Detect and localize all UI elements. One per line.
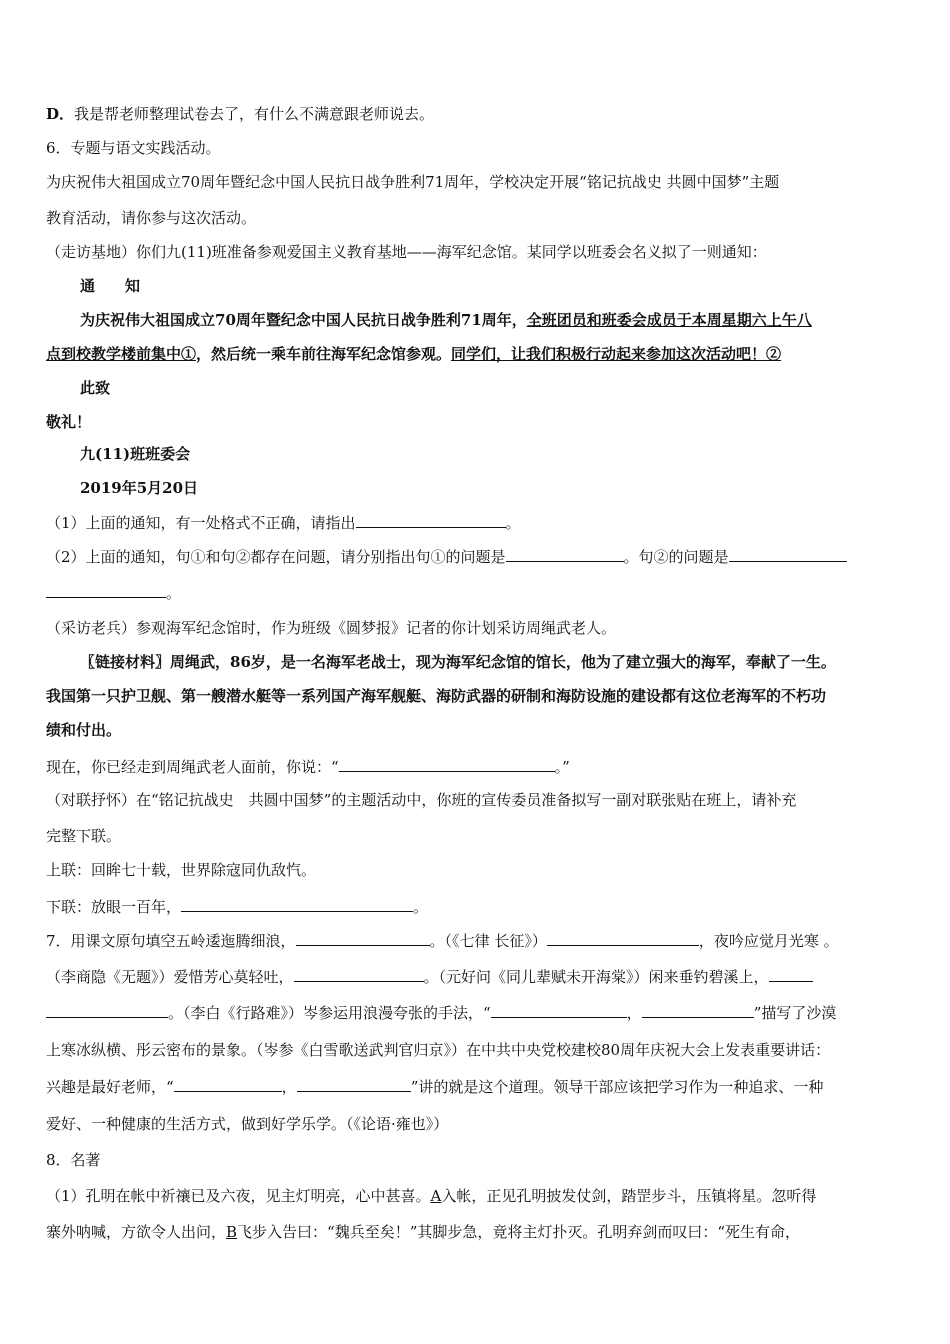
q7l5-text-b: ， bbox=[281, 1078, 297, 1096]
q7-text-c: ，夜吟应觉月光寒 。 bbox=[698, 932, 839, 950]
q7-text-b: 。（《七律 长征》） bbox=[429, 932, 547, 950]
q8-marker-a: A bbox=[430, 1187, 442, 1205]
answer-blank[interactable] bbox=[296, 930, 430, 946]
q7-text-a: 7．用课文原句填空五岭逶迤腾细浪， bbox=[46, 932, 296, 950]
notice-title-char-1: 通 bbox=[80, 277, 96, 295]
couplet-intro-1: （对联抒怀）在“铭记抗战史 共圆中国梦”的主题活动中，你班的宣传委员准备拟写一副对联张贴在班上，请补充 bbox=[46, 791, 797, 809]
linked-material-line-3: 绩和付出。 bbox=[46, 721, 122, 739]
question-8-title: 8．名著 bbox=[46, 1151, 101, 1169]
closing-ci-zhi: 此致 bbox=[80, 379, 111, 397]
now-say-line bbox=[46, 756, 570, 777]
linked-material-line-2: 我国第一只护卫舰、第一艘潜水艇等一系列国产海军舰艇、海防武器的研制和海防设施的建设都有这位老海军的不朽功 bbox=[46, 687, 827, 705]
sub-question-2-cont bbox=[46, 582, 181, 603]
notice-sentence-1-part-a: 全班团员和班委会成员于本周星期六上午八 bbox=[526, 311, 812, 329]
notice-signer: 九(11)班班委会 bbox=[80, 445, 191, 463]
notice-p2-text: ，然后统一乘车前往海军纪念馆参观。 bbox=[196, 345, 452, 363]
answer-blank[interactable] bbox=[356, 512, 506, 528]
option-d-label: D． bbox=[46, 105, 75, 123]
answer-blank[interactable] bbox=[46, 1002, 168, 1018]
answer-blank[interactable] bbox=[769, 966, 813, 982]
interview-intro: （采访老兵）参观海军纪念馆时，作为班级《圆梦报》记者的你计划采访周绳武老人。 bbox=[46, 619, 617, 637]
q7l5-text-a: 兴趣是最好老师，“ bbox=[46, 1078, 174, 1096]
sub-question-2-text: （2）上面的通知，句①和句②都存在问题，请分别指出句①的问题是 bbox=[46, 548, 506, 566]
q8l1-text-a: （1）孔明在帐中祈禳已及六夜，见主灯明亮，心中甚喜。 bbox=[46, 1187, 431, 1205]
q8-marker-b: B bbox=[226, 1223, 238, 1241]
lower-couplet bbox=[46, 896, 428, 917]
notice-sentence-2: 同学们，让我们积极行动起来参加这次活动吧！② bbox=[451, 345, 782, 363]
question-7-line-2 bbox=[46, 966, 813, 987]
question-8-line-1 bbox=[46, 1186, 816, 1206]
couplet-intro-2: 完整下联。 bbox=[46, 827, 122, 845]
option-d-line bbox=[46, 104, 434, 124]
notice-paragraph-line-2 bbox=[46, 344, 781, 364]
question-7-line-6: 爱好、一种健康的生活方式，做到好学乐学。（《论语·雍也》） bbox=[46, 1115, 449, 1133]
q7l3-text-c: ， bbox=[626, 1004, 642, 1022]
answer-blank[interactable] bbox=[181, 896, 413, 912]
option-d-text: 我是帮老师整理试卷去了，有什么不满意跟老师说去。 bbox=[74, 105, 435, 123]
sub-question-1 bbox=[46, 512, 521, 533]
question-7-line-1 bbox=[46, 930, 839, 951]
q7l2-text-b: 。（元好问《同儿辈赋未开海棠》）闲来垂钓碧溪上， bbox=[423, 968, 769, 986]
intro-line-1: 为庆祝伟大祖国成立70周年暨纪念中国人民抗日战争胜利71周年，学校决定开展“铭记抗战史 共圆中国梦”主题 bbox=[46, 173, 780, 191]
sub-question-2 bbox=[46, 546, 847, 567]
sub-question-1-text: （1）上面的通知，有一处格式不正确，请指出 bbox=[46, 514, 356, 532]
answer-blank[interactable] bbox=[294, 966, 424, 982]
answer-blank[interactable] bbox=[729, 546, 847, 562]
intro-line-2: 教育活动，请你参与这次活动。 bbox=[46, 209, 257, 227]
q7l5-text-c: ”讲的就是这个道理。领导干部应该把学习作为一种追求、一种 bbox=[410, 1078, 824, 1096]
sub-question-2-mid: 。句②的问题是 bbox=[623, 548, 729, 566]
notice-p1-text: 为庆祝伟大祖国成立70周年暨纪念中国人民抗日战争胜利71周年， bbox=[80, 311, 527, 329]
question-6-title: 6．专题与语文实践活动。 bbox=[46, 139, 221, 157]
notice-paragraph-line-1 bbox=[80, 310, 812, 330]
notice-sentence-1-part-b: 点到校教学楼前集中① bbox=[46, 345, 197, 363]
answer-blank[interactable] bbox=[174, 1076, 282, 1092]
now-say-text: 现在，你已经走到周绳武老人面前，你说：“ bbox=[46, 758, 339, 776]
q7l2-text-a: （李商隐《无题》）爱惜芳心莫轻吐， bbox=[46, 968, 294, 986]
sub-question-2-end: 。 bbox=[166, 584, 182, 602]
answer-blank[interactable] bbox=[506, 546, 624, 562]
q8l1-text-b: 入帐，正见孔明披发仗剑，踏罡步斗，压镇将星。忽听得 bbox=[441, 1187, 817, 1205]
notice-date: 2019年5月20日 bbox=[80, 479, 199, 497]
answer-blank[interactable] bbox=[547, 930, 699, 946]
question-7-line-4: 上寒冰纵横、彤云密布的景象。（岑参《白雪歌送武判官归京》）在中共中央党校建校80周年庆祝大会上发表重要讲话： bbox=[46, 1041, 831, 1059]
linked-material-line-1: 〖链接材料〗周绳武，86岁，是一名海军老战士，现为海军纪念馆的馆长，他为了建立强大的海军，奉献了一生。 bbox=[80, 653, 836, 671]
sub-question-1-end: 。 bbox=[505, 514, 521, 532]
question-7-line-5 bbox=[46, 1076, 823, 1097]
visit-intro: （走访基地）你们九(11)班准备参观爱国主义教育基地——海军纪念馆。某同学以班委会名义拟了一则通知： bbox=[46, 243, 767, 261]
closing-jing-li: 敬礼！ bbox=[46, 413, 92, 431]
upper-couplet: 上联：回眸七十载，世界除寇同仇敌忾。 bbox=[46, 861, 317, 879]
notice-title bbox=[80, 276, 140, 296]
q8l2-text-a: 寨外呐喊，方欲令人出问， bbox=[46, 1223, 227, 1241]
answer-blank[interactable] bbox=[339, 756, 555, 772]
lower-couplet-text: 下联：放眼一百年， bbox=[46, 898, 182, 916]
question-7-line-3 bbox=[46, 1002, 836, 1023]
q7l3-text-d: ”描写了沙漠 bbox=[753, 1004, 837, 1022]
q7l3-text-b: 。（李白《行路难》）岑参运用浪漫夸张的手法，“ bbox=[168, 1004, 491, 1022]
lower-couplet-end: 。 bbox=[413, 898, 429, 916]
now-say-end: 。” bbox=[554, 758, 570, 776]
notice-title-char-2: 知 bbox=[125, 277, 141, 295]
answer-blank[interactable] bbox=[491, 1002, 627, 1018]
q8l2-text-b: 飞步入告曰：“魏兵至矣！”其脚步急，竟将主灯扑灭。孔明弃剑而叹曰：“死生有命， bbox=[237, 1223, 801, 1241]
answer-blank[interactable] bbox=[297, 1076, 411, 1092]
answer-blank[interactable] bbox=[642, 1002, 754, 1018]
answer-blank[interactable] bbox=[46, 582, 166, 598]
question-8-line-2 bbox=[46, 1222, 800, 1242]
